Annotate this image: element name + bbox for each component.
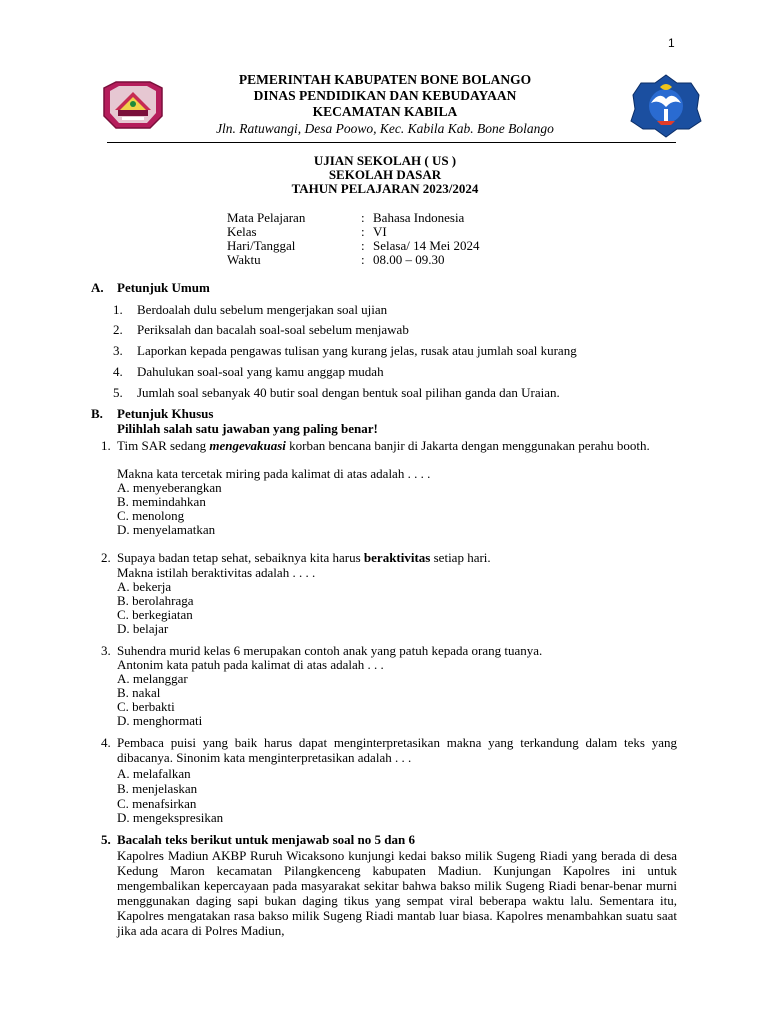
question-number: 3. <box>101 643 111 658</box>
header-address: Jln. Ratuwangi, Desa Poowo, Kec. Kabila Kab. Bone Bolango <box>216 121 554 136</box>
info-sep: : <box>361 224 365 239</box>
answer-option: A. menyeberangkan <box>117 480 222 495</box>
answer-option: A. melafalkan <box>117 766 191 781</box>
info-label: Mata Pelajaran <box>227 210 306 225</box>
tut-wuri-handayani-icon <box>629 73 703 139</box>
regency-emblem-icon <box>100 80 166 130</box>
info-sep: : <box>361 252 365 267</box>
question-text <box>117 438 677 453</box>
question-number-text: 5. <box>101 832 111 847</box>
section-b-heading <box>91 406 213 422</box>
question-text <box>117 550 677 565</box>
rule-text: Berdoalah dulu sebelum mengerjakan soal ujian <box>137 302 388 317</box>
info-value: Bahasa Indonesia <box>373 210 465 225</box>
rule-num: 5. <box>113 385 123 400</box>
question-emphasis: beraktivitas <box>363 550 431 565</box>
question-number: 4. <box>101 735 111 750</box>
header-line-1: PEMERINTAH KABUPATEN BONE BOLANGO <box>238 72 532 87</box>
answer-option: D. menghormati <box>117 713 203 728</box>
question-text: Pembaca puisi yang baik harus dapat menginterpretasikan makna yang terkandung dalam teks yang dibacanya. Sinonim kata menginterpretasikan adalah . . . <box>117 735 677 765</box>
question-text-post: setiap hari. <box>430 550 491 565</box>
info-label: Kelas <box>227 224 257 239</box>
section-b-instruction: Pilihlah salah satu jawaban yang paling benar! <box>117 421 378 436</box>
rule-item <box>113 322 409 338</box>
answer-option: C. menafsirkan <box>117 796 197 811</box>
exam-title-1: UJIAN SEKOLAH ( US ) <box>313 153 457 168</box>
header-divider <box>107 142 676 143</box>
info-sep: : <box>361 238 365 253</box>
info-value: 08.00 – 09.30 <box>373 252 445 267</box>
info-sep: : <box>361 210 365 225</box>
rule-num: 1. <box>113 302 123 317</box>
question-text: Suhendra murid kelas 6 merupakan contoh anak yang patuh kepada orang tuanya. <box>117 643 543 658</box>
rule-item <box>113 343 577 359</box>
section-letter: B. <box>91 406 103 421</box>
question-prompt: Antonim kata patuh pada kalimat di atas adalah . . . <box>117 657 384 672</box>
info-value: Selasa/ 14 Mei 2024 <box>373 238 480 253</box>
question-text-post: korban bencana banjir di Jakarta dengan menggunakan perahu booth. <box>285 438 650 453</box>
question-prompt: Makna kata tercetak miring pada kalimat di atas adalah . . . . <box>117 466 431 481</box>
exam-title-2: SEKOLAH DASAR <box>328 167 442 182</box>
answer-option: C. berbakti <box>117 699 175 714</box>
header-line-2: DINAS PENDIDIKAN DAN KEBUDAYAAN <box>253 88 517 103</box>
answer-option: B. menjelaskan <box>117 781 198 796</box>
answer-option: C. berkegiatan <box>117 607 193 622</box>
exam-title-3: TAHUN PELAJARAN 2023/2024 <box>291 181 479 196</box>
page-number: 1 <box>668 36 675 50</box>
passage-heading: Bacalah teks berikut untuk menjawab soal no 5 dan 6 <box>117 832 415 847</box>
question-prompt: Makna istilah beraktivitas adalah . . . . <box>117 565 316 580</box>
question-text-pre: Supaya badan tetap sehat, sebaiknya kita harus <box>117 550 364 565</box>
info-value: VI <box>373 224 387 239</box>
section-title: Petunjuk Umum <box>117 280 210 295</box>
section-title: Petunjuk Khusus <box>117 406 214 421</box>
section-letter: A. <box>91 280 104 295</box>
answer-option: B. memindahkan <box>117 494 206 509</box>
rule-text: Dahulukan soal-soal yang kamu anggap mudah <box>137 364 384 379</box>
answer-option: D. belajar <box>117 621 169 636</box>
rule-num: 3. <box>113 343 123 358</box>
question-number <box>101 832 111 848</box>
rule-text: Jumlah soal sebanyak 40 butir soal dengan bentuk soal pilihan ganda dan Uraian. <box>137 385 560 400</box>
question-number: 1. <box>101 438 111 453</box>
info-label: Hari/Tanggal <box>227 238 296 253</box>
section-a-heading <box>91 280 210 296</box>
question-emphasis: mengevakuasi <box>209 438 286 453</box>
answer-option: C. menolong <box>117 508 185 523</box>
rule-item <box>113 302 387 318</box>
rule-text: Periksalah dan bacalah soal-soal sebelum menjawab <box>137 322 409 337</box>
answer-option: A. bekerja <box>117 579 172 594</box>
reading-passage: Kapolres Madiun AKBP Ruruh Wicaksono kunjungi kedai bakso milik Sugeng Riadi yang berada di desa Kedung Maron kecamatan Pilangkenceng kabupaten Madiun. Kunjungan Kapolres ini untuk mengembalikan kepercayaan pada masyarakat sekitar bahwa bakso milik Sugeng Riadi benar-benar murni menggunakan daging sapi bukan daging tikus yang sempat viral beberapa waktu lalu. Sementara itu, Kapolres mengatakan rasa bakso milik Sugeng Riadi mantab luar biasa. Kapolres menambahkan suatu saat jika ada acara di Polres Madiun, <box>117 848 677 938</box>
answer-option: D. menyelamatkan <box>117 522 216 537</box>
rule-text: Laporkan kepada pengawas tulisan yang kurang jelas, rusak atau jumlah soal kurang <box>137 343 577 358</box>
question-number: 2. <box>101 550 111 565</box>
answer-option: B. berolahraga <box>117 593 194 608</box>
answer-option: B. nakal <box>117 685 161 700</box>
rule-item <box>113 385 560 401</box>
info-label: Waktu <box>227 252 261 267</box>
rule-num: 2. <box>113 322 123 337</box>
question-text-pre: Tim SAR sedang <box>117 438 210 453</box>
answer-option: A. melanggar <box>117 671 188 686</box>
rule-item <box>113 364 384 380</box>
header-line-3: KECAMATAN KABILA <box>312 104 458 119</box>
rule-num: 4. <box>113 364 123 379</box>
answer-option: D. mengekspresikan <box>117 810 224 825</box>
